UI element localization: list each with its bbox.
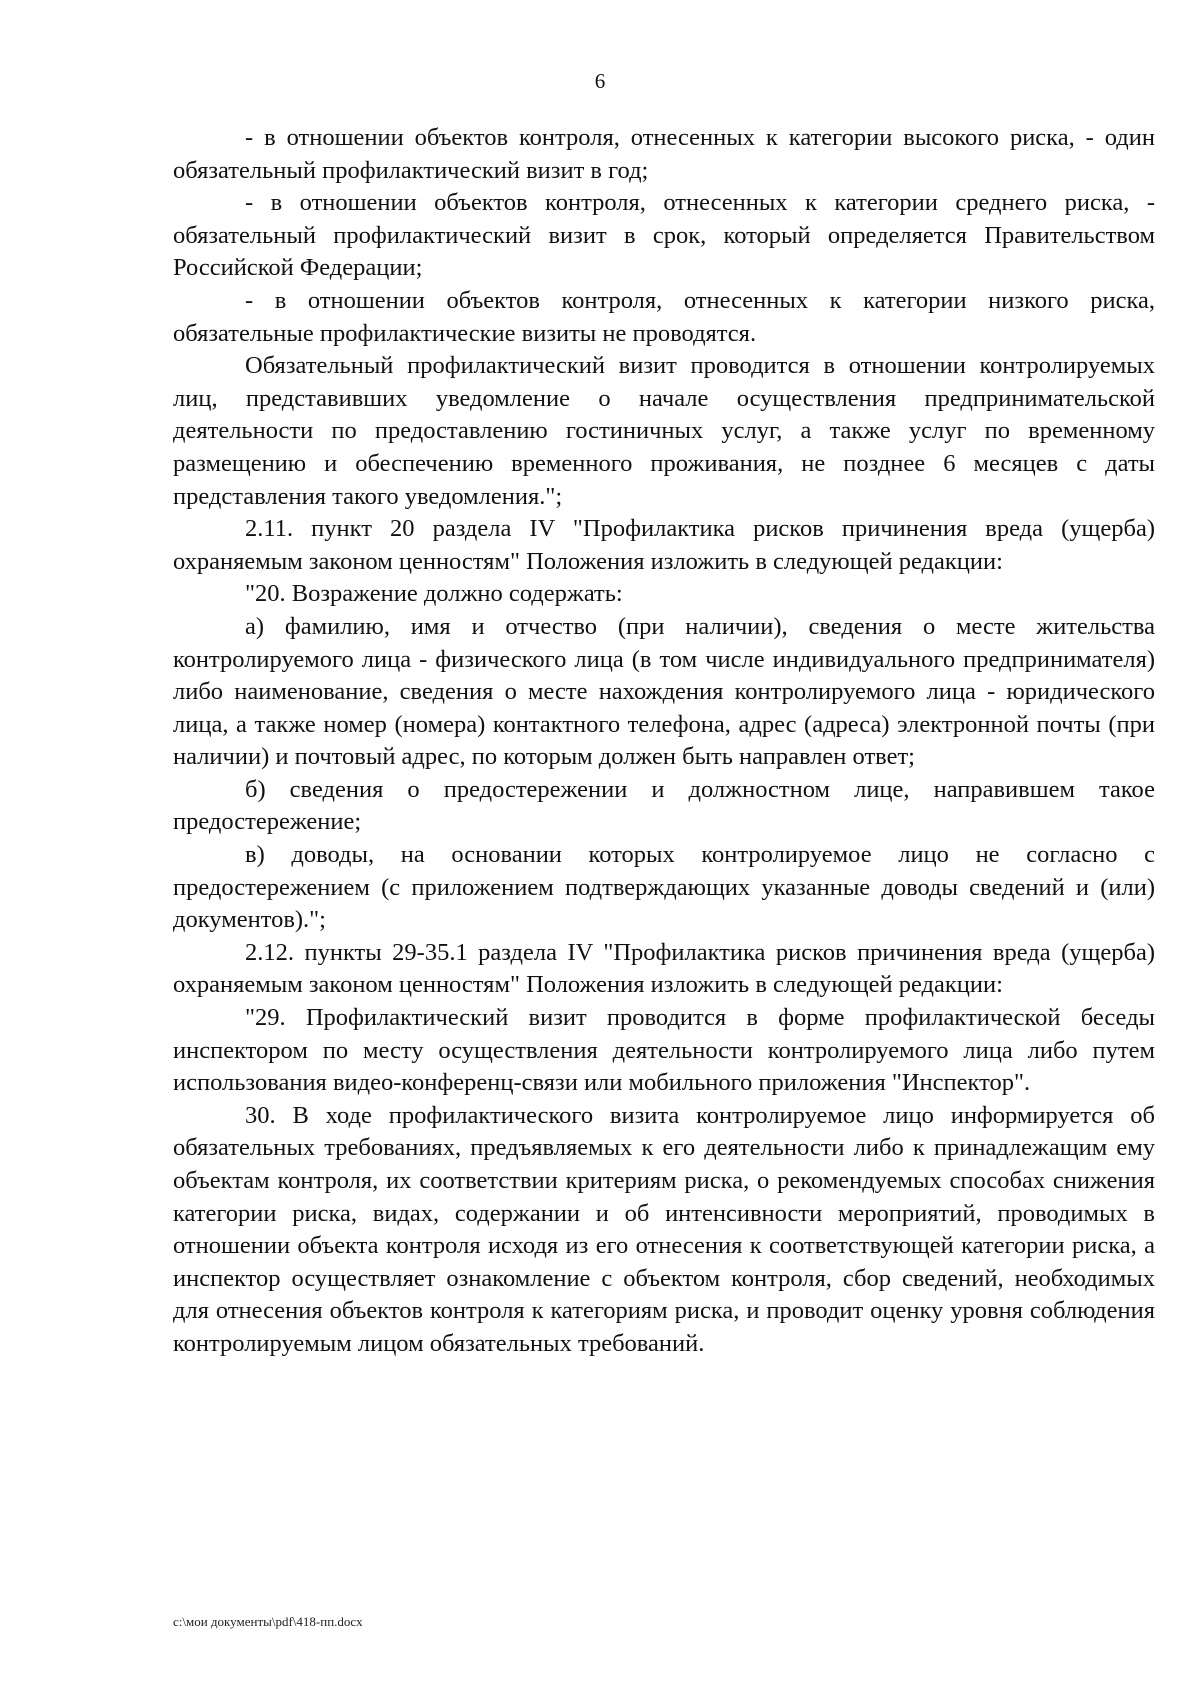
document-body: [173, 122, 1155, 1361]
paragraph-2-12: 2.12. пункты 29-35.1 раздела IV "Профилактика рисков причинения вреда (ущерба) охраняемым законом ценностям" Положения изложить в следующей редакции:: [173, 938, 1155, 999]
paragraph-item-a: а) фамилию, имя и отчество (при наличии), сведения о месте жительства контролируемого лица - физического лица (в том числе индивидуального предпринимателя) либо наименование, сведения о месте нахождения контролируемого лица - юридического лица, а также номер (номера) контактного телефона, адрес (адреса) электронной почты (при наличии) и почтовый адрес, по которым должен быть направлен ответ;: [173, 612, 1155, 771]
paragraph-item-20: "20. Возражение должно содержать:: [245, 580, 623, 608]
paragraph-item-30: 30. В ходе профилактического визита контролируемое лицо информируется об обязательных требованиях, предъявляемых к его деятельности либо к принадлежащим ему объектам контроля, их соответствии критериям риска, о рекомендуемых способах снижения категории риска, видах, содержании и об интенсивности мероприятий, проводимых в отношении объекта контроля исходя из его отнесения к соответствующей категории риска, а инспектор осуществляет ознакомление с объектом контроля, сбор сведений, необходимых для отнесения объектов контроля к категориям риска, и проводит оценку уровня соблюдения контролируемым лицом обязательных требований.: [173, 1101, 1155, 1357]
paragraph-mandatory-visit: Обязательный профилактический визит проводится в отношении контролируемых лиц, представивших уведомление о начале осуществления предпринимательской деятельности по предоставлению гостиничных услуг, а также услуг по временному размещению и обеспечению временного проживания, не позднее 6 месяцев с даты представления такого уведомления.";: [173, 352, 1155, 510]
page-number: 6: [594, 69, 606, 93]
paragraph-item-v: в) доводы, на основании которых контролируемое лицо не согласно с предостережением (с приложением подтверждающих указанные доводы сведений и (или) документов).";: [173, 841, 1155, 934]
paragraph-high-risk: - в отношении объектов контроля, отнесенных к категории высокого риска, - один обязательный профилактический визит в год;: [173, 124, 1155, 184]
footer-file-path: c:\мои документы\pdf\418-пп.docx: [173, 1614, 363, 1629]
paragraph-item-b: б) сведения о предостережении и должностном лице, направившем такое предостережение;: [173, 775, 1155, 836]
paragraph-low-risk: - в отношении объектов контроля, отнесенных к категории низкого риска, обязательные профилактические визиты не проводятся.: [173, 286, 1155, 347]
paragraph-2-11: 2.11. пункт 20 раздела IV "Профилактика рисков причинения вреда (ущерба) охраняемым законом ценностям" Положения изложить в следующей редакции:: [173, 515, 1155, 575]
paragraph-item-29: "29. Профилактический визит проводится в форме профилактической беседы инспектором по месту осуществления деятельности контролируемого лица либо путем использования видео-конференц-связи или мобильного приложения "Инспектор".: [173, 1004, 1155, 1097]
paragraph-medium-risk: - в отношении объектов контроля, отнесенных к категории среднего риска, - обязательный профилактический визит в срок, который определяется Правительством Российской Федерации;: [173, 189, 1155, 282]
